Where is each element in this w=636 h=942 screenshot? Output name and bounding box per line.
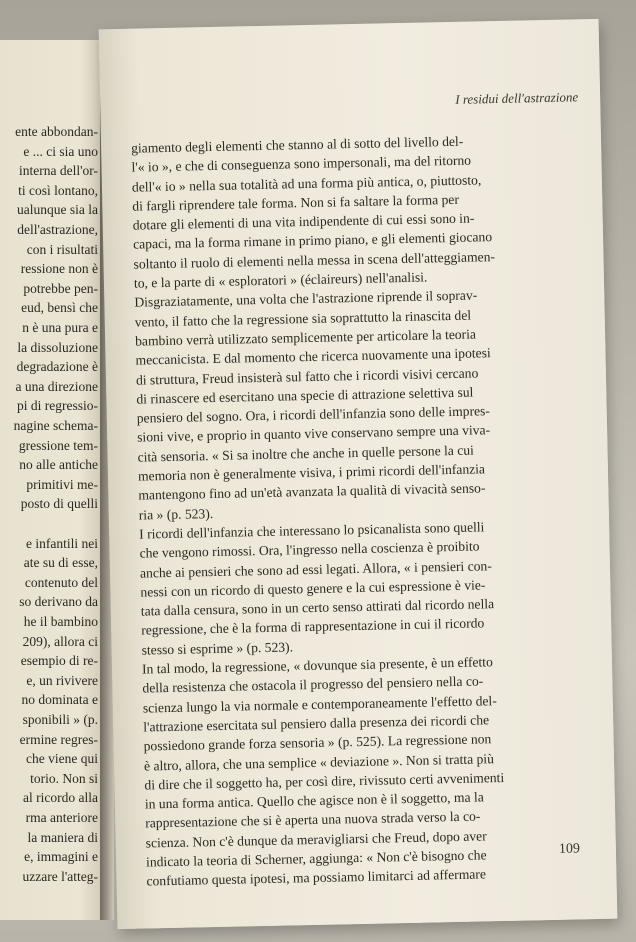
text-line: confutiamo questa ipotesi, ma possiamo limitarci ad affermare bbox=[146, 866, 487, 889]
left-page-line: esempio di re- bbox=[20, 653, 98, 669]
left-page-line: gressione tem- bbox=[18, 437, 98, 453]
body-text bbox=[131, 129, 587, 891]
text-line: l'« io », e che di conseguenza sono impersonali, ma del ritorno bbox=[131, 152, 472, 175]
left-page-line: potrebbe pen- bbox=[23, 280, 98, 296]
text-line: mantengono fino ad un'età avanzata la qualità di vivacità senso- bbox=[138, 480, 486, 503]
left-page-line: eud, bensì che bbox=[21, 300, 98, 316]
right-page bbox=[99, 19, 618, 929]
left-page-line: rma anteriore bbox=[25, 810, 98, 825]
text-line: l'attrazione esercitata sul pensiero dalla presenza dei ricordi che bbox=[143, 712, 490, 735]
text-line: indicato la teoria di Scherner, aggiunga: « Non c'è bisogno che bbox=[145, 847, 487, 870]
text-line: dotare gli elementi di una vita indipendente di cui essi sono in- bbox=[132, 210, 475, 233]
text-line: I ricordi dell'infanzia che interessano lo psicanalista sono quelli bbox=[139, 519, 485, 542]
text-line: anche ai pensieri che sono ad essi legati. Allora, « i pensieri con- bbox=[139, 557, 492, 581]
text-line: tata dalla censura, sono in un certo senso attirati dal ricordo nella bbox=[140, 596, 495, 619]
text-line: stesso si esprime » (p. 523). bbox=[141, 639, 294, 658]
left-page-line: contenuto del bbox=[24, 574, 98, 590]
text-line: nessi con un ricordo di questo genere e la cui espressione è vie- bbox=[140, 577, 486, 600]
left-page-line: n è una pura e bbox=[22, 320, 98, 335]
left-page-line: e, un rivivere bbox=[26, 672, 98, 688]
left-page-line: degradazione è bbox=[16, 359, 98, 375]
left-page-line: torio. Non si bbox=[30, 770, 98, 786]
left-page-line: la maniera di bbox=[27, 829, 98, 845]
text-line: scienza lungo la via normale e contemporaneamente l'effetto del- bbox=[142, 692, 497, 716]
left-page-line: no dominata e bbox=[21, 692, 98, 708]
text-line: meccanicista. E dal momento che ricerca nuovamente una ipotesi bbox=[135, 345, 491, 368]
text-line: regressione, che è la forma di rappresentazione in cui il ricordo bbox=[141, 615, 485, 638]
text-line: Disgraziatamente, una volta che l'astrazione riprende il soprav- bbox=[134, 287, 478, 311]
left-page-line: uzzare l'atteg- bbox=[22, 868, 98, 884]
text-line: sioni vive, e proprio in quanto vive conservano sempre una viva- bbox=[137, 422, 491, 446]
left-page-line: primitivi me- bbox=[26, 476, 98, 492]
text-line: di rinascere ed esercitano una specie di attrazione selettiva sul bbox=[136, 384, 474, 407]
text-line: di fargli riprendere tale forma. Non si fa saltare la forma per bbox=[132, 191, 460, 214]
left-page-line: 209), allora ci bbox=[22, 633, 98, 649]
left-page-line: con i risultati bbox=[26, 241, 98, 257]
text-line: cità sensoria. « Si sa inoltre che anche in quelle persone la cui bbox=[137, 442, 475, 465]
left-page-line: al ricordo alla bbox=[23, 790, 98, 806]
text-line: soltanto il ruolo di elementi nella messa in scena dell'atteggiamen- bbox=[133, 248, 496, 272]
text-line: to, e la parte di « esploratori » (éclaireurs) nell'analisi. bbox=[133, 269, 428, 291]
text-line: bambino verrà utilizzato semplicemente per articolare la teoria bbox=[135, 326, 477, 349]
left-page-line: ente abbondan- bbox=[15, 124, 98, 139]
left-page-line: he il bambino bbox=[23, 614, 98, 629]
running-head: I residui dell'astrazione bbox=[455, 89, 579, 107]
left-page-line: e ... ci sia uno bbox=[23, 143, 98, 159]
left-page-line: ualunque sia la bbox=[17, 202, 98, 218]
left-page-line: a una direzione bbox=[15, 378, 98, 394]
text-line: vento, il fatto che la regressione sia soprattutto la rinascita del bbox=[134, 307, 472, 330]
left-page-line: pi di regressio- bbox=[17, 398, 98, 414]
left-page-line: dell'astrazione, bbox=[17, 222, 98, 237]
left-page-line: no alle antiche bbox=[19, 457, 98, 473]
text-line: pensiero del sogno. Ora, i ricordi dell'infanzia sono delle impres- bbox=[136, 403, 491, 426]
text-line: che vengono rimossi. Ora, l'ingresso nella coscienza è proibito bbox=[139, 538, 480, 561]
left-page-line: che viene qui bbox=[26, 751, 98, 767]
text-line: ria » (p. 523). bbox=[138, 505, 214, 523]
left-page-line: ressione non è bbox=[20, 261, 98, 277]
page-number: 109 bbox=[558, 841, 581, 857]
text-line: in una forma antica. Quello che agisce non è il soggetto, ma la bbox=[144, 789, 484, 812]
left-page-line: sponibili » (p. bbox=[22, 712, 98, 727]
left-page bbox=[0, 40, 112, 920]
text-line: rappresentazione che si è aperta una nuova strada verso la co- bbox=[145, 808, 481, 831]
left-page-line: ate su di esse, bbox=[23, 555, 98, 571]
text-line: è altro, allora, che una semplice « deviazione ». Non si tratta più bbox=[143, 750, 495, 774]
text-line: capaci, ma la forma rimane in primo piano, e gli elementi giocano bbox=[132, 229, 493, 253]
text-line: di struttura, Freud insisterà sul fatto che i ricordi visivi cercano bbox=[135, 365, 479, 388]
text-line: di dire che il soggetto ha, per così dire, rivissuto certi avvenimenti bbox=[144, 769, 505, 793]
left-page-line: interna dell'or- bbox=[18, 163, 98, 179]
text-line: possiedono grande forza sensoria » (p. 525). La regressione non bbox=[143, 731, 492, 754]
left-page-line: so derivano da bbox=[19, 594, 98, 610]
text-line: dell'« io » nella sua totalità ad una forma più antica, o, piuttosto, bbox=[131, 171, 482, 195]
text-line: memoria non è generalmente visiva, i primi ricordi dell'infanzia bbox=[137, 461, 486, 484]
left-page-line: e, immagini e bbox=[24, 849, 98, 865]
text-line: della resistenza che ostacola il progresso del pensiero nella co- bbox=[142, 673, 484, 696]
left-page-line: posto di quelli bbox=[20, 496, 98, 512]
left-page-line: nagine schema- bbox=[13, 418, 98, 433]
left-page-line: ermine regres- bbox=[19, 731, 98, 747]
text-line: In tal modo, la regressione, « dovunque sia presente, è un effetto bbox=[141, 654, 493, 677]
left-page-line: ti così lontano, bbox=[18, 182, 98, 198]
left-page-line: la dissoluzione bbox=[17, 339, 98, 355]
text-line: giamento degli elementi che stanno al di sotto del livello del- bbox=[130, 133, 464, 156]
left-page-line: e infantili nei bbox=[26, 535, 98, 551]
text-line: scienza. Non c'è dunque da meravigliarsi che Freud, dopo aver bbox=[145, 828, 487, 851]
